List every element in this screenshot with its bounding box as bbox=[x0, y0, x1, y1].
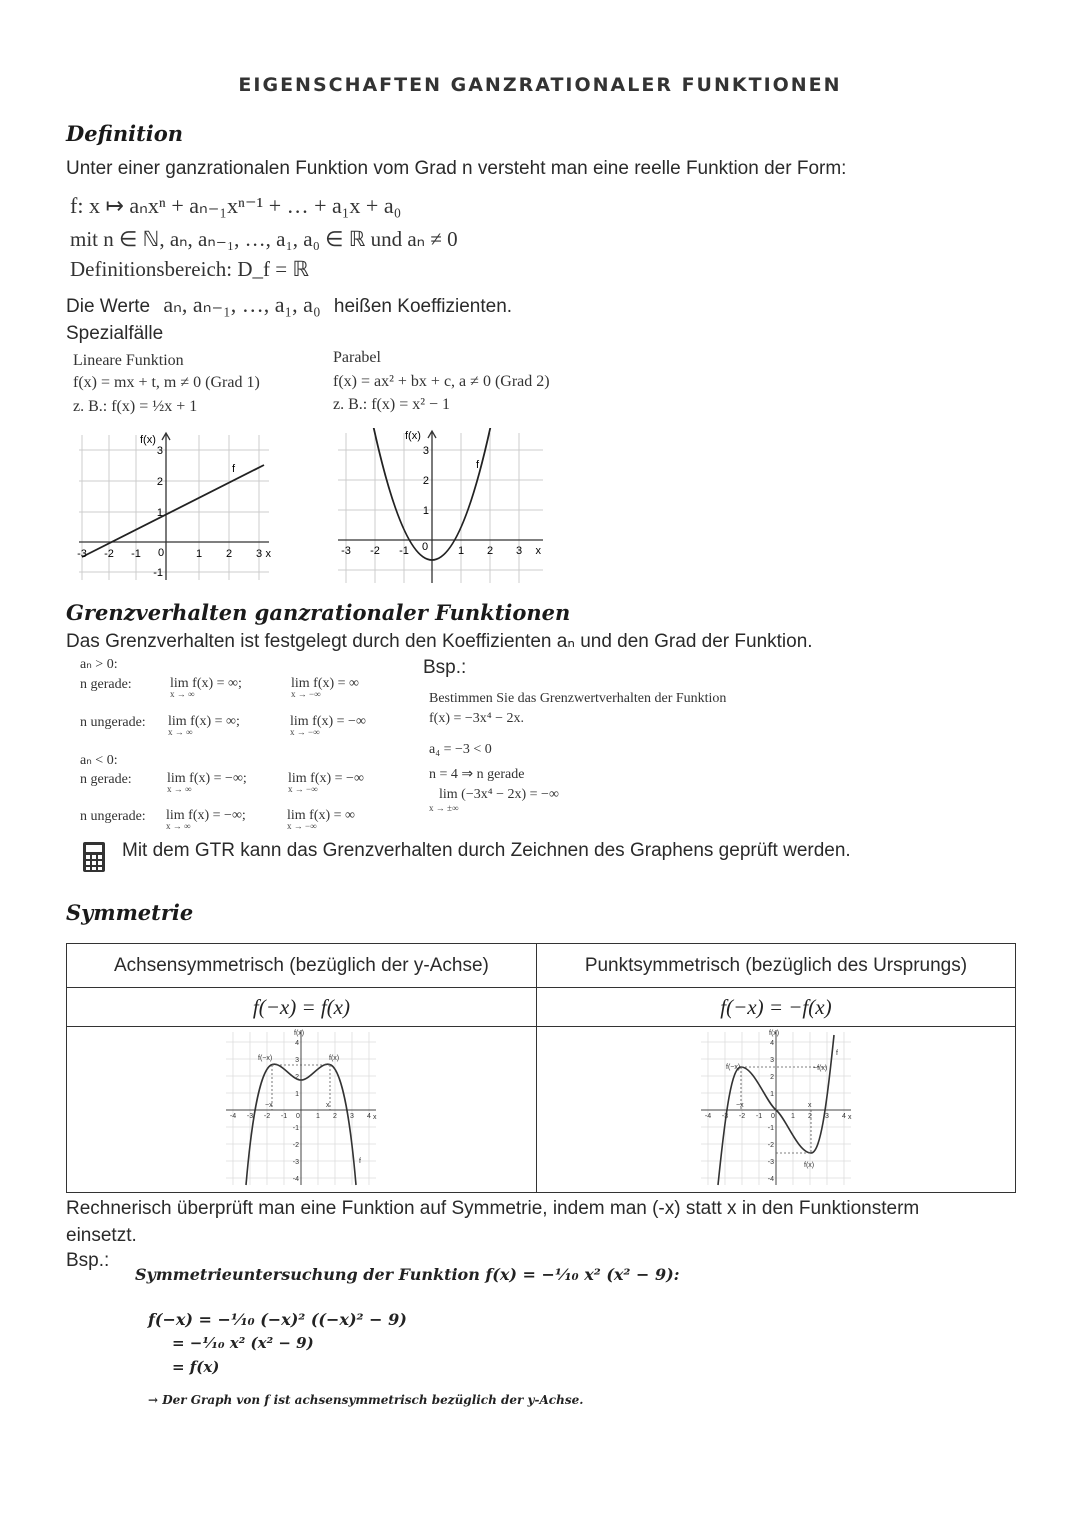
graph-origin-label: 0 bbox=[770, 1113, 775, 1120]
graph-origin-label: 0 bbox=[296, 1113, 301, 1120]
axis-symmetry-graph bbox=[221, 1027, 381, 1187]
graph-f-label: f bbox=[835, 1050, 838, 1057]
graph-f-label: f bbox=[359, 1158, 362, 1165]
x-tick: -2 bbox=[370, 545, 380, 557]
graph-fx-label: f(x) bbox=[405, 430, 421, 442]
x-tick: 1 bbox=[195, 548, 203, 560]
graph-fx-label: f(x) bbox=[768, 1030, 780, 1037]
graph-x-label: x bbox=[373, 1114, 377, 1121]
parabola-graph bbox=[333, 428, 548, 585]
graph-x-label: x bbox=[535, 545, 541, 557]
gtr-note: Mit dem GTR kann das Grenzverhalten durch Zeichnen des Graphens geprüft werden. bbox=[122, 840, 851, 861]
x-tick: -1 bbox=[755, 1113, 763, 1120]
x-tick: -3 bbox=[341, 545, 351, 557]
symmetry-example-line3: = f(x) bbox=[172, 1358, 220, 1376]
graph-x-point-label: x bbox=[326, 1102, 330, 1109]
y-tick: 2 bbox=[422, 475, 429, 487]
point-symmetry-graph-cell bbox=[536, 1027, 1015, 1193]
coefficients-post: heißen Koeffizienten. bbox=[333, 296, 513, 317]
x-tick: -1 bbox=[131, 548, 141, 560]
axis-symmetry-title: Achsensymmetrisch (bezüglich der y-Achse) bbox=[67, 944, 537, 988]
graph-x-label: x bbox=[265, 548, 271, 560]
symmetry-heading: Symmetrie bbox=[66, 900, 194, 925]
limit-pos-even-plus: lim f(x) = ∞; x → ∞ bbox=[170, 676, 242, 699]
y-tick: 3 bbox=[422, 445, 429, 457]
graph-f-label: f bbox=[232, 463, 236, 475]
graph-fx-label: f(x) bbox=[140, 434, 156, 446]
an-positive-label: aₙ > 0: bbox=[80, 657, 118, 672]
x-tick: 3 bbox=[255, 548, 263, 560]
limit-neg-odd-minus: lim f(x) = ∞ x → −∞ bbox=[287, 808, 356, 831]
y-tick: -1 bbox=[293, 1125, 300, 1132]
graph-fx-point-label: f(x) bbox=[803, 1162, 815, 1169]
limit-neg-odd-plus: lim f(x) = −∞; x → ∞ bbox=[166, 808, 246, 831]
x-tick: -4 bbox=[230, 1113, 237, 1120]
point-symmetry-formula: f(−x) = −f(x) bbox=[536, 988, 1015, 1027]
parabola-title: Parabel bbox=[333, 349, 381, 366]
n-even-label: n gerade: bbox=[80, 677, 132, 692]
x-tick: -1 bbox=[399, 545, 409, 557]
x-tick: 3 bbox=[515, 545, 523, 557]
n-even-label: n gerade: bbox=[80, 772, 132, 787]
limits-example-label: Bsp.: bbox=[423, 657, 467, 678]
x-tick: 1 bbox=[790, 1113, 795, 1120]
graph-fmx-label: f(−x) bbox=[258, 1055, 273, 1062]
limits-example-result: lim (−3x⁴ − 2x) = −∞ bbox=[439, 787, 559, 802]
limits-example-coefficient: a₄ = −3 < 0 bbox=[429, 742, 492, 757]
point-symmetry-title: Punktsymmetrisch (bezüglich des Ursprungs) bbox=[536, 944, 1015, 988]
y-tick: 3 bbox=[156, 445, 163, 457]
y-tick: 1 bbox=[422, 505, 429, 517]
x-tick: 2 bbox=[333, 1113, 338, 1120]
symmetry-example-label: Bsp.: bbox=[66, 1250, 110, 1271]
special-cases-heading: Spezialfälle bbox=[66, 323, 164, 344]
axis-symmetry-graph-cell bbox=[67, 1027, 537, 1193]
limit-neg-even-plus: lim f(x) = −∞; x → ∞ bbox=[167, 771, 247, 794]
x-tick: -3 bbox=[247, 1113, 254, 1120]
n-odd-label: n ungerade: bbox=[80, 715, 146, 730]
coefficients-sentence bbox=[66, 292, 512, 318]
limits-example-task: Bestimmen Sie das Grenzwertverhalten der Funktion bbox=[429, 691, 727, 706]
domain-definition: Definitionsbereich: D_f = ℝ bbox=[70, 257, 309, 281]
y-tick: -3 bbox=[767, 1159, 774, 1166]
polynomial-formula: f: x ↦ aₙxⁿ + aₙ₋₁xⁿ⁻¹ + … + a₁x + a₀ bbox=[70, 193, 402, 218]
y-tick: 1 bbox=[156, 507, 163, 519]
limits-example-function: f(x) = −3x⁴ − 2x. bbox=[429, 711, 525, 726]
limit-pos-odd-minus: lim f(x) = −∞ x → −∞ bbox=[290, 714, 366, 737]
x-tick: -2 bbox=[264, 1113, 271, 1120]
calculator-icon bbox=[83, 842, 105, 872]
y-tick: -4 bbox=[293, 1176, 300, 1183]
y-tick: -4 bbox=[767, 1176, 774, 1183]
x-tick: -3 bbox=[77, 548, 87, 560]
x-tick: -2 bbox=[738, 1113, 746, 1120]
graph-x-point-label: x bbox=[807, 1102, 812, 1109]
x-tick: -2 bbox=[104, 548, 114, 560]
y-tick: -1 bbox=[767, 1125, 774, 1132]
x-tick: 2 bbox=[225, 548, 233, 560]
limits-heading: Grenzverhalten ganzrationaler Funktionen bbox=[66, 600, 571, 625]
coefficients-pre: Die Werte bbox=[66, 296, 151, 317]
definition-heading: Definition bbox=[66, 121, 184, 146]
limit-pos-odd-plus: lim f(x) = ∞; x → ∞ bbox=[168, 714, 240, 737]
x-tick: -4 bbox=[704, 1113, 712, 1120]
parabola-formula: f(x) = ax² + bx + c, a ≠ 0 (Grad 2) bbox=[333, 373, 550, 390]
limits-intro: Das Grenzverhalten ist festgelegt durch den Koeffizienten aₙ und den Grad der Funktion. bbox=[66, 631, 813, 652]
y-tick: -2 bbox=[767, 1142, 774, 1149]
y-tick: 4 bbox=[295, 1040, 300, 1047]
graph-x-label: x bbox=[847, 1114, 852, 1121]
x-tick: 2 bbox=[807, 1113, 812, 1120]
linear-title: Lineare Funktion bbox=[73, 352, 184, 369]
graph-fx-point-label: f(x) bbox=[329, 1055, 340, 1062]
graph-origin-label: 0 bbox=[158, 547, 165, 559]
graph-mfx-label: −f(x) bbox=[812, 1065, 828, 1072]
y-tick: 2 bbox=[770, 1074, 774, 1081]
coefficient-condition: mit n ∈ ℕ, aₙ, aₙ₋₁, …, a₁, a₀ ∈ ℝ und aₙ ≠ 0 bbox=[70, 227, 458, 251]
x-tick: 3 bbox=[350, 1113, 355, 1120]
symmetry-conclusion: → Der Graph von f ist achsensymmetrisch bezüglich der y-Achse. bbox=[148, 1393, 584, 1407]
y-tick: 1 bbox=[295, 1091, 300, 1098]
x-tick: 1 bbox=[457, 545, 465, 557]
y-tick: 4 bbox=[770, 1040, 774, 1047]
parabola-example: z. B.: f(x) = x² − 1 bbox=[333, 396, 451, 413]
linear-function-graph bbox=[74, 430, 274, 585]
n-odd-label: n ungerade: bbox=[80, 809, 146, 824]
graph-mx-label: −x bbox=[735, 1102, 744, 1109]
limit-neg-even-minus: lim f(x) = −∞ x → −∞ bbox=[288, 771, 364, 794]
x-tick: 2 bbox=[486, 545, 494, 557]
x-tick: 4 bbox=[841, 1113, 846, 1120]
x-tick: -3 bbox=[721, 1113, 729, 1120]
y-tick: -2 bbox=[293, 1142, 300, 1149]
graph-fx-label: f(x) bbox=[294, 1030, 305, 1037]
page-title: EIGENSCHAFTEN GANZRATIONALER FUNKTIONEN bbox=[238, 74, 842, 96]
y-tick: -3 bbox=[293, 1159, 300, 1166]
limits-example-degree: n = 4 ⇒ n gerade bbox=[429, 767, 525, 782]
y-tick: 2 bbox=[295, 1074, 300, 1081]
symmetry-table bbox=[66, 943, 1016, 1193]
limit-pos-even-minus: lim f(x) = ∞ x → −∞ bbox=[291, 676, 360, 699]
graph-mx-label: −x bbox=[265, 1102, 274, 1109]
graph-origin-label: 0 bbox=[422, 541, 429, 553]
axis-symmetry-formula: f(−x) = f(x) bbox=[67, 988, 537, 1027]
symmetry-check-text: Rechnerisch überprüft man eine Funktion auf Symmetrie, indem man (-x) statt x in den Funktionsterm einsetzt. bbox=[66, 1198, 920, 1246]
symmetry-example-line2: = −¹⁄₁₀ x² (x² − 9) bbox=[172, 1334, 314, 1352]
coefficients-list: aₙ, aₙ₋₁, …, a₁, a₀ bbox=[163, 292, 321, 317]
y-tick: 2 bbox=[156, 476, 163, 488]
y-tick: 1 bbox=[770, 1091, 774, 1098]
graph-f-label: f bbox=[476, 459, 480, 471]
x-tick: -1 bbox=[281, 1113, 288, 1120]
point-symmetry-graph bbox=[696, 1027, 856, 1187]
graph-fmx-label: f(−x) bbox=[725, 1064, 741, 1071]
y-tick: -1 bbox=[153, 567, 163, 579]
symmetry-example-line1: f(−x) = −¹⁄₁₀ (−x)² ((−x)² − 9) bbox=[148, 1310, 407, 1329]
x-tick: 4 bbox=[367, 1113, 372, 1120]
x-tick: 1 bbox=[316, 1113, 321, 1120]
an-negative-label: aₙ < 0: bbox=[80, 753, 118, 768]
y-tick: 3 bbox=[295, 1057, 300, 1064]
linear-example: z. B.: f(x) = ½x + 1 bbox=[73, 398, 198, 415]
definition-intro: Unter einer ganzrationalen Funktion vom Grad n versteht man eine reelle Funktion der Form: bbox=[66, 158, 847, 179]
limits-example-sub: x → ±∞ bbox=[429, 803, 459, 813]
symmetry-example-title: Symmetrieuntersuchung der Funktion f(x) = −¹⁄₁₀ x² (x² − 9): bbox=[135, 1265, 680, 1284]
y-tick: 3 bbox=[770, 1057, 774, 1064]
x-tick: 3 bbox=[824, 1113, 829, 1120]
linear-formula: f(x) = mx + t, m ≠ 0 (Grad 1) bbox=[73, 374, 260, 391]
